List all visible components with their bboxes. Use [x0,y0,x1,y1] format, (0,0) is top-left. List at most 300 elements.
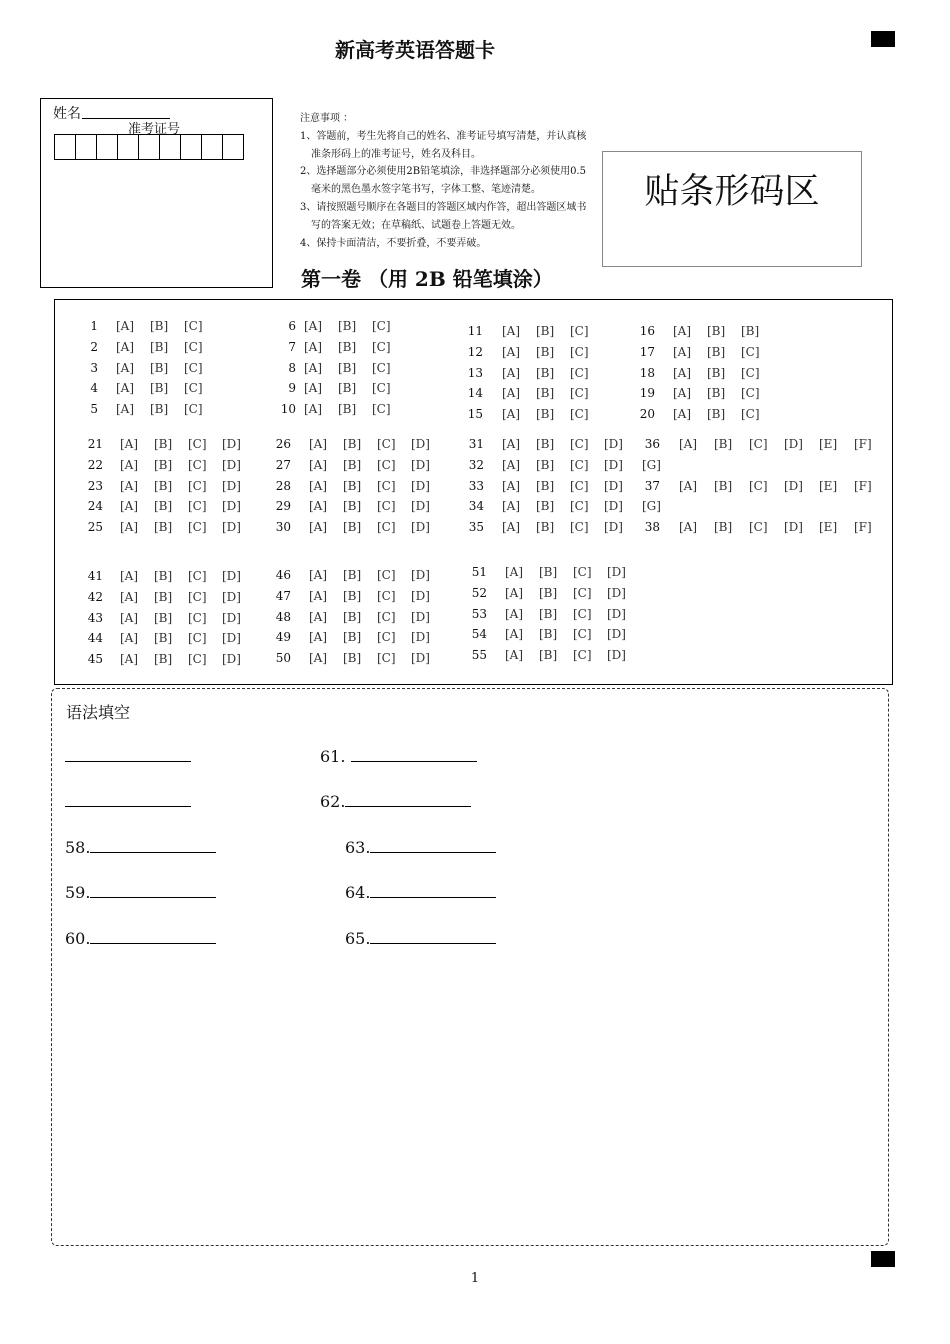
question-number: 42 [87,589,103,604]
answer-bubble[interactable]: [A] [309,478,328,493]
answer-bubble[interactable]: [D] [222,520,241,535]
answer-bubble[interactable]: [B] [154,457,173,472]
answer-bubble[interactable]: [D] [222,610,241,625]
question-number: 50 [275,651,291,666]
question-number: 1 [90,319,98,333]
answer-bubble[interactable]: [F] [854,520,872,535]
answer-bubble[interactable]: [A] [309,651,328,666]
exam-id-label: 准考证号 [128,122,181,137]
question-number: 38 [644,520,660,535]
answer-bubble[interactable]: [A] [120,589,139,604]
exam-id-digit-box[interactable] [222,134,244,160]
answer-bubble[interactable]: [F] [854,437,872,451]
question-number: 13 [467,365,483,380]
answer-bubble[interactable]: [C] [188,610,207,625]
answer-bubble[interactable]: [B] [154,520,173,535]
fill-item-label: 63. [345,838,371,857]
question-number: 4 [90,381,98,396]
answer-bubble[interactable]: [B] [154,652,173,667]
answer-bubble[interactable]: [C] [570,520,589,535]
alignment-mark-bottom [871,1251,895,1267]
fill-blank[interactable] [351,745,477,762]
answer-bubble[interactable]: [D] [604,478,623,493]
question-number: 16 [639,324,655,338]
answer-bubble[interactable]: [D] [607,585,626,600]
question-number: 54 [471,627,487,642]
answer-bubble[interactable]: [C] [184,360,203,375]
answer-bubble[interactable]: [B] [150,360,169,375]
answer-bubble[interactable]: [B] [536,499,555,514]
exam-id-digit-box[interactable] [201,134,223,160]
answer-bubble[interactable]: [C] [377,478,396,493]
question-number: 28 [275,478,291,493]
answer-bubble[interactable]: [C] [377,457,396,472]
question-number: 12 [467,344,483,359]
instruction-item: 1、答题前，考生先将自己的姓名、准考证号填写清楚，并认真核准条形码上的准考证号，姓名及科目。 [300,130,587,160]
answer-bubble[interactable]: [B] [150,402,169,417]
answer-bubble[interactable]: [C] [372,402,391,417]
fill-item-label: 60. [65,929,91,948]
answer-bubble[interactable]: [D] [222,631,241,646]
question-number: 8 [288,360,296,375]
answer-bubble[interactable]: [C] [188,437,207,451]
question-number: 10 [280,402,296,417]
fill-item-label: 58. [65,838,91,857]
answer-bubble[interactable]: [B] [154,589,173,604]
answer-bubble[interactable]: [B] [741,324,760,338]
answer-bubble[interactable]: [B] [536,344,555,359]
instructions-heading: 注意事项 ： [300,113,354,124]
answer-bubble[interactable]: [B] [539,565,558,579]
answer-bubble[interactable]: [A] [505,606,524,621]
alignment-mark-top [871,31,895,47]
answer-bubble[interactable]: [A] [309,520,328,535]
answer-bubble[interactable]: [B] [707,324,726,338]
answer-bubble[interactable]: [A] [502,437,521,451]
answer-bubble[interactable]: [A] [309,457,328,472]
fill-item[interactable] [65,836,216,857]
answer-bubble[interactable]: [C] [749,520,768,535]
answer-bubble[interactable]: [A] [120,610,139,625]
instruction-item: 2、选择题部分必须使用2B铅笔填涂，非选择题部分必须使用0.5毫米的黑色墨水签字笔书写，字体工整、笔迹清楚。 [300,166,586,196]
question-number: 24 [87,499,103,514]
question-number: 47 [275,588,291,603]
answer-bubble[interactable]: [B] [343,478,362,493]
answer-bubble[interactable]: [D] [411,651,430,666]
answer-bubble[interactable]: [C] [377,651,396,666]
answer-bubble[interactable]: [C] [372,319,391,333]
answer-bubble[interactable]: [D] [222,499,241,514]
answer-bubble[interactable]: [D] [411,568,430,582]
answer-bubble[interactable]: [B] [343,457,362,472]
answer-bubble[interactable]: [A] [502,344,521,359]
answer-bubble[interactable]: [B] [154,437,173,451]
answer-bubble[interactable]: [A] [120,569,139,583]
answer-bubble[interactable]: [D] [411,630,430,645]
answer-bubble[interactable]: [D] [784,437,803,451]
answer-bubble[interactable]: [A] [679,520,698,535]
answer-bubble[interactable]: [D] [411,588,430,603]
question-number: 27 [275,457,291,472]
answer-bubble[interactable]: [D] [607,648,626,663]
answer-bubble[interactable]: [B] [707,344,726,359]
answer-bubble[interactable]: [D] [222,437,241,451]
answer-bubble[interactable]: [A] [120,478,139,493]
answer-bubble[interactable]: [C] [570,457,589,472]
question-number: 45 [87,652,103,667]
answer-bubble[interactable]: [G] [642,499,661,514]
question-number: 11 [467,324,483,338]
answer-bubble[interactable]: [A] [309,588,328,603]
fill-blank[interactable] [90,927,216,944]
answer-bubble[interactable]: [B] [343,499,362,514]
answer-bubble[interactable]: [C] [749,478,768,493]
answer-bubble[interactable]: [A] [116,402,135,417]
question-number: 7 [288,339,296,354]
answer-bubble[interactable]: [A] [309,630,328,645]
answer-bubble[interactable]: [B] [536,520,555,535]
answer-bubble[interactable]: [A] [304,381,323,396]
answer-bubble[interactable]: [A] [304,339,323,354]
answer-bubble[interactable]: [C] [377,437,396,451]
answer-bubble[interactable]: [C] [741,344,760,359]
answer-bubble[interactable]: [D] [222,569,241,583]
answer-bubble[interactable]: [A] [120,437,139,451]
fill-blank[interactable] [90,836,216,853]
answer-bubble[interactable]: [C] [573,585,592,600]
answer-bubble[interactable]: [C] [570,344,589,359]
answer-bubble[interactable]: [B] [338,319,357,333]
question-number: 14 [467,386,483,401]
answer-bubble[interactable]: [C] [741,386,760,401]
answer-bubble[interactable]: [A] [502,386,521,401]
answer-bubble[interactable]: [A] [304,319,323,333]
answer-bubble[interactable]: [B] [707,407,726,422]
question-number: 32 [468,457,484,472]
answer-bubble[interactable]: [B] [536,324,555,338]
answer-bubble[interactable]: [A] [502,457,521,472]
question-number: 21 [87,437,103,451]
answer-bubble[interactable]: [C] [741,407,760,422]
answer-bubble[interactable]: [B] [343,609,362,624]
question-number: 48 [275,609,291,624]
fill-item[interactable] [345,927,496,948]
answer-bubble[interactable]: [C] [372,381,391,396]
answer-bubble[interactable]: [A] [502,478,521,493]
answer-bubble[interactable]: [A] [502,324,521,338]
fill-item-label: 62. [320,792,346,811]
answer-bubble[interactable]: [C] [570,386,589,401]
answer-bubble[interactable]: [B] [536,457,555,472]
answer-bubble[interactable]: [A] [679,437,698,451]
answer-bubble[interactable]: [E] [819,520,838,535]
answer-bubble[interactable]: [D] [607,606,626,621]
answer-bubble[interactable]: [B] [338,381,357,396]
instructions [300,110,590,252]
answer-bubble[interactable]: [C] [573,565,592,579]
answer-bubble[interactable]: [D] [411,478,430,493]
answer-bubble[interactable]: [C] [573,606,592,621]
answer-bubble[interactable]: [A] [309,437,328,451]
answer-bubble[interactable]: [C] [570,478,589,493]
answer-bubble[interactable]: [B] [536,407,555,422]
question-number: 34 [468,499,484,514]
answer-bubble[interactable]: [B] [150,381,169,396]
exam-id-digit-box[interactable] [117,134,139,160]
answer-bubble[interactable]: [A] [120,652,139,667]
answer-bubble[interactable]: [C] [570,324,589,338]
answer-bubble[interactable]: [A] [673,324,692,338]
answer-bubble[interactable]: [C] [188,589,207,604]
answer-bubble[interactable]: [E] [819,437,838,451]
answer-bubble[interactable]: [C] [188,478,207,493]
fill-blank[interactable] [65,745,191,762]
fill-item[interactable] [65,881,216,902]
question-number: 52 [471,585,487,600]
answer-bubble[interactable]: [C] [372,339,391,354]
answer-bubble[interactable]: [B] [343,520,362,535]
answer-bubble[interactable]: [B] [343,630,362,645]
answer-bubble[interactable]: [C] [570,437,589,451]
answer-bubble[interactable]: [B] [343,651,362,666]
answer-bubble[interactable]: [C] [188,457,207,472]
question-number: 20 [639,407,655,422]
answer-bubble[interactable]: [B] [343,437,362,451]
answer-bubble[interactable]: [B] [154,499,173,514]
answer-bubble[interactable]: [C] [184,319,203,333]
answer-bubble[interactable]: [B] [150,339,169,354]
instruction-item: 3、请按照题号顺序在各题目的答题区域内作答，超出答题区域书写的答案无效；在草稿纸、试题卷上答题无效。 [300,201,587,231]
fill-blank[interactable] [370,836,496,853]
answer-bubble[interactable]: [A] [673,407,692,422]
fill-item[interactable] [320,745,477,766]
answer-bubble[interactable]: [E] [819,478,838,493]
answer-bubble[interactable]: [D] [784,478,803,493]
answer-bubble[interactable]: [B] [714,478,733,493]
exam-id-digit-box[interactable] [159,134,181,160]
answer-bubble[interactable]: [D] [222,478,241,493]
question-number: 29 [275,499,291,514]
question-number: 53 [471,606,487,621]
answer-bubble[interactable]: [D] [411,609,430,624]
fill-item[interactable] [65,745,191,766]
fill-item[interactable] [65,790,191,811]
answer-bubble[interactable]: [D] [604,457,623,472]
question-number: 55 [471,648,487,663]
answer-bubble[interactable]: [C] [188,569,207,583]
answer-bubble[interactable]: [A] [304,402,323,417]
answer-bubble[interactable]: [A] [505,648,524,663]
question-number: 36 [644,437,660,451]
answer-bubble[interactable]: [B] [539,648,558,663]
instruction-item: 4、保持卡面清洁，不要折叠，不要弄破。 [300,237,487,249]
answer-bubble[interactable]: [A] [673,344,692,359]
answer-bubble[interactable]: [B] [338,339,357,354]
question-number: 2 [90,339,98,354]
answer-bubble[interactable]: [C] [573,648,592,663]
answer-bubble[interactable]: [A] [505,585,524,600]
exam-id-boxes[interactable] [54,134,243,160]
exam-id-digit-box[interactable] [96,134,118,160]
answer-bubble[interactable]: [C] [188,520,207,535]
answer-bubble[interactable]: [C] [377,568,396,582]
question-number: 15 [467,407,483,422]
fill-blank[interactable] [370,927,496,944]
answer-bubble[interactable]: [C] [377,588,396,603]
fill-item-label: 64. [345,883,371,902]
question-number: 51 [471,565,487,579]
answer-bubble[interactable]: [A] [502,407,521,422]
answer-bubble[interactable]: [F] [854,478,872,493]
question-number: 3 [90,360,98,375]
answer-bubble[interactable]: [B] [154,631,173,646]
question-number: 31 [468,437,484,451]
question-number: 18 [639,365,655,380]
answer-bubble[interactable]: [B] [536,365,555,380]
answer-bubble[interactable]: [A] [116,360,135,375]
fill-item-label: 65. [345,929,371,948]
answer-bubble[interactable]: [A] [120,457,139,472]
question-number: 6 [288,319,296,333]
answer-bubble[interactable]: [A] [502,499,521,514]
fill-item[interactable] [345,881,496,902]
barcode-label: 贴条形码区 [644,172,820,212]
answer-bubble[interactable]: [C] [741,365,760,380]
answer-bubble[interactable]: [A] [679,478,698,493]
answer-bubble[interactable]: [A] [505,627,524,642]
fill-item[interactable] [345,836,496,857]
answer-bubble[interactable]: [B] [536,437,555,451]
question-number: 37 [644,478,660,493]
exam-id-digit-box[interactable] [54,134,76,160]
answer-bubble[interactable]: [C] [184,381,203,396]
answer-bubble[interactable]: [D] [607,565,626,579]
answer-bubble[interactable]: [B] [539,627,558,642]
answer-bubble[interactable]: [C] [570,365,589,380]
answer-bubble[interactable]: [A] [505,565,524,579]
answer-bubble[interactable]: [D] [784,520,803,535]
answer-bubble[interactable]: [C] [749,437,768,451]
answer-bubble[interactable]: [A] [304,360,323,375]
answer-bubble[interactable]: [D] [607,627,626,642]
answer-bubble[interactable]: [B] [154,610,173,625]
answer-bubble[interactable]: [D] [411,499,430,514]
question-number: 35 [468,520,484,535]
answer-bubble[interactable]: [D] [604,437,623,451]
answer-bubble[interactable]: [B] [539,606,558,621]
answer-bubble[interactable]: [A] [502,365,521,380]
question-number: 25 [87,520,103,535]
answer-bubble[interactable]: [B] [154,478,173,493]
answer-bubble[interactable]: [D] [411,520,430,535]
exam-id-digit-box[interactable] [75,134,97,160]
question-number: 9 [288,381,296,396]
answer-bubble[interactable]: [D] [411,457,430,472]
answer-bubble[interactable]: [A] [673,365,692,380]
answer-bubble[interactable]: [C] [188,631,207,646]
answer-bubble[interactable]: [A] [309,568,328,582]
answer-bubble[interactable]: [A] [673,386,692,401]
answer-bubble[interactable]: [B] [150,319,169,333]
answer-bubble[interactable]: [C] [184,402,203,417]
question-number: 17 [639,344,655,359]
exam-id-digit-box[interactable] [138,134,160,160]
question-number: 22 [87,457,103,472]
answer-bubble[interactable]: [C] [377,520,396,535]
answer-bubble[interactable]: [C] [377,630,396,645]
question-number: 19 [639,386,655,401]
answer-bubble[interactable]: [B] [539,585,558,600]
section-title: 第一卷 （用 2B 铅笔填涂） [301,267,553,291]
question-number: 5 [90,402,98,417]
answer-bubble[interactable]: [D] [604,499,623,514]
answer-bubble[interactable]: [B] [714,520,733,535]
answer-bubble[interactable]: [C] [570,407,589,422]
fill-blank[interactable] [65,790,191,807]
answer-bubble[interactable]: [A] [309,499,328,514]
answer-bubble[interactable]: [C] [570,499,589,514]
answer-bubble[interactable]: [B] [707,365,726,380]
answer-bubble[interactable]: [A] [120,499,139,514]
answer-bubble[interactable]: [C] [184,339,203,354]
answer-bubble[interactable]: [B] [343,568,362,582]
exam-id-digit-box[interactable] [180,134,202,160]
answer-bubble[interactable]: [B] [536,386,555,401]
fill-blank[interactable] [370,881,496,898]
answer-bubble[interactable]: [A] [116,381,135,396]
fill-blank[interactable] [90,881,216,898]
answer-bubble[interactable]: [D] [411,437,430,451]
question-number: 30 [275,520,291,535]
answer-bubble[interactable]: [A] [309,609,328,624]
fill-item-label: 61. [320,747,351,766]
question-number: 43 [87,610,103,625]
answer-bubble[interactable]: [G] [642,457,661,472]
question-number: 23 [87,478,103,493]
question-number: 41 [87,569,103,583]
answer-bubble[interactable]: [B] [714,437,733,451]
answer-bubble[interactable]: [D] [222,457,241,472]
answer-bubble[interactable]: [D] [222,589,241,604]
answer-bubble[interactable]: [D] [604,520,623,535]
fill-blank[interactable] [345,790,471,807]
answer-bubble[interactable]: [A] [120,631,139,646]
answer-bubble[interactable]: [D] [222,652,241,667]
grammar-fill-title: 语法填空 [66,703,131,722]
answer-bubble[interactable]: [B] [338,360,357,375]
answer-bubble[interactable]: [C] [377,499,396,514]
answer-bubble[interactable]: [A] [502,520,521,535]
answer-bubble[interactable]: [C] [188,652,207,667]
answer-bubble[interactable]: [C] [188,499,207,514]
question-number: 49 [275,630,291,645]
answer-bubble[interactable]: [A] [120,520,139,535]
answer-bubble[interactable]: [A] [116,319,135,333]
answer-bubble[interactable]: [C] [573,627,592,642]
answer-bubble[interactable]: [B] [338,402,357,417]
question-number: 26 [275,437,291,451]
answer-bubble[interactable]: [C] [377,609,396,624]
grammar-fill-area [51,688,889,1246]
answer-bubble[interactable]: [C] [372,360,391,375]
answer-bubble[interactable]: [A] [116,339,135,354]
fill-item[interactable] [320,790,471,811]
answer-bubble[interactable]: [B] [536,478,555,493]
answer-bubble[interactable]: [B] [154,569,173,583]
answer-bubble[interactable]: [B] [343,588,362,603]
answer-bubble[interactable]: [B] [707,386,726,401]
fill-item[interactable] [65,927,216,948]
